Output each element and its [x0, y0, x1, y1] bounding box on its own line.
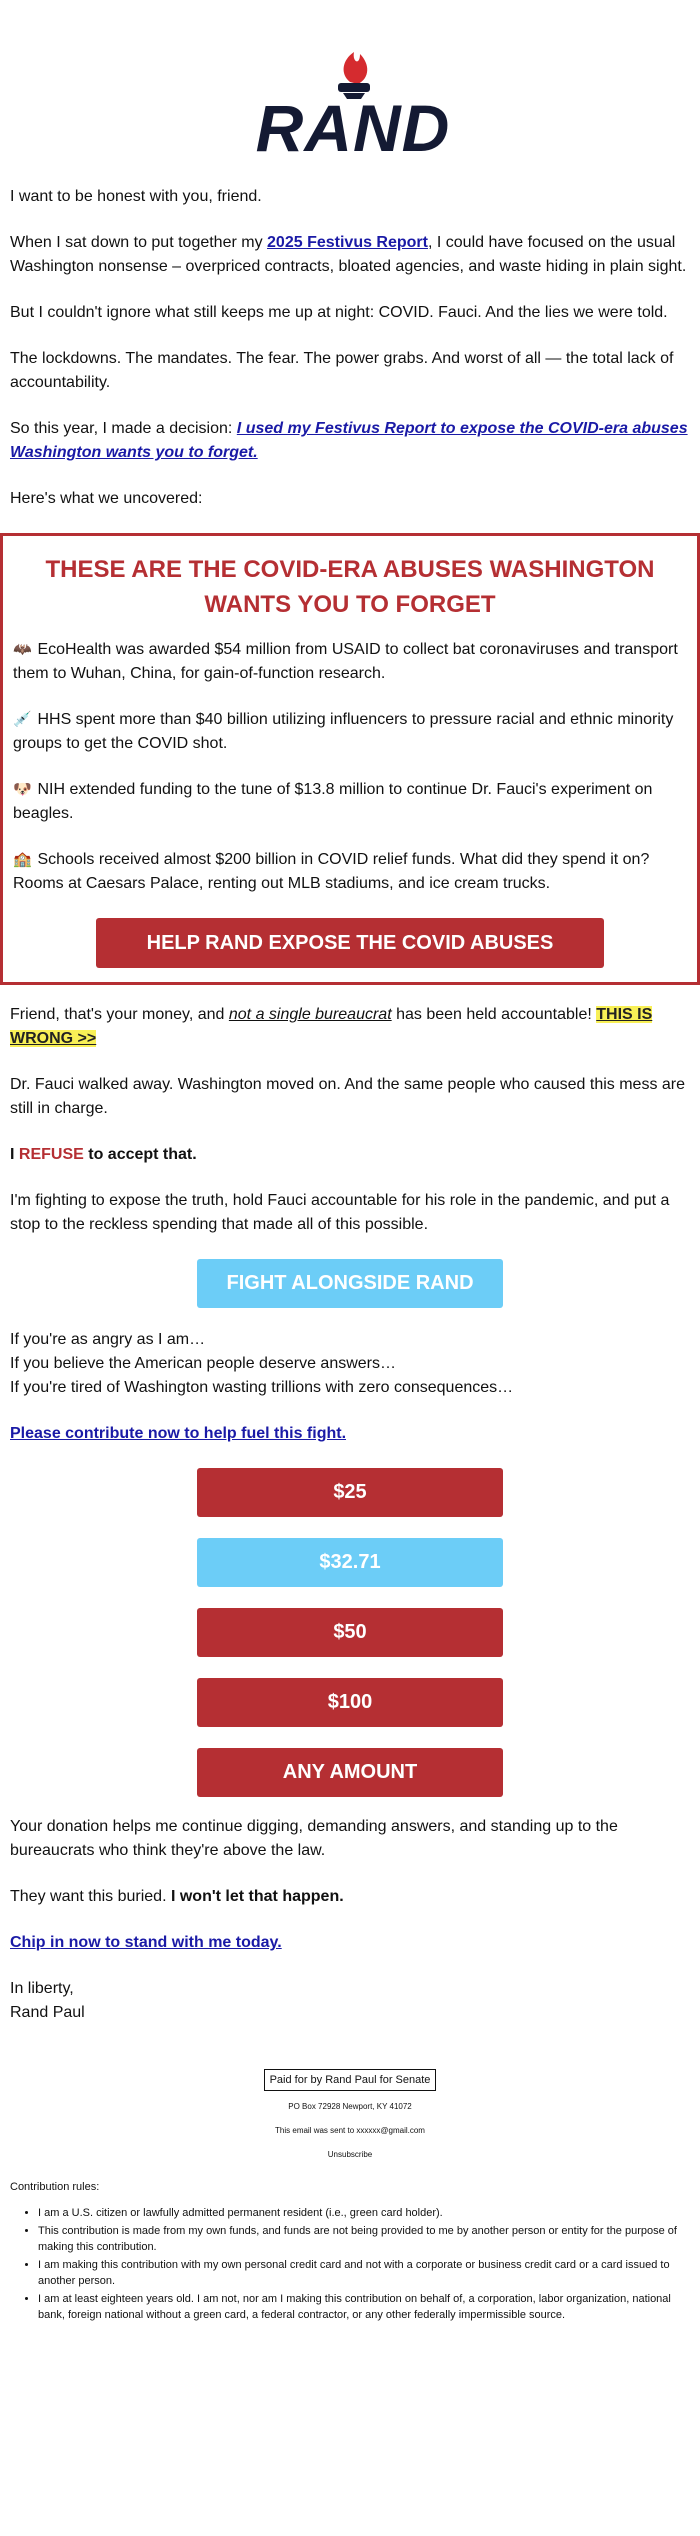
- unsubscribe-link[interactable]: Unsubscribe: [327, 2150, 373, 2159]
- donate-50-button[interactable]: $50: [197, 1608, 503, 1657]
- answers-line: If you believe the American people deserve answers…: [10, 1355, 396, 1372]
- donate-32-71-button[interactable]: $32.71: [197, 1538, 503, 1587]
- intro-lockdowns: The lockdowns. The mandates. The fear. The power grabs. And worst of all — the total lack of accountability.: [10, 350, 674, 391]
- intro-covid: But I couldn't ignore what still keeps me up at night: COVID. Fauci. And the lies we were told.: [10, 304, 668, 321]
- rule-item: • This contribution is made from my own funds, and funds are not being provided to me by another person or entity for the purpose of making this contribution.: [38, 2223, 690, 2255]
- rules-title: Contribution rules:: [10, 2181, 100, 2193]
- donate-100-button[interactable]: $100: [197, 1678, 503, 1727]
- fight-alongside-button[interactable]: FIGHT ALONGSIDE RAND: [197, 1259, 503, 1308]
- donate-25-button[interactable]: $25: [197, 1468, 503, 1517]
- rule-item: • I am a U.S. citizen or lawfully admitted permanent resident (i.e., green card holder).: [38, 2205, 690, 2221]
- rand-logo: [10, 0, 690, 185]
- svg-text:RAND: RAND: [255, 91, 451, 155]
- rule-item: • I am making this contribution with my own personal credit card and not with a corporate or business credit card or a card issued to another person.: [38, 2257, 690, 2289]
- abuse-item: 🏫 Schools received almost $200 billion in COVID relief funds. What did they spend it on? Rooms at Caesars Palace, renting out MLB stadiums, and ice cream trucks.: [13, 848, 687, 896]
- intro-greeting: I want to be honest with you, friend.: [10, 188, 262, 205]
- syringe-icon: 💉: [13, 711, 32, 728]
- intro-festivus: When I sat down to put together my 2025 Festivus Report, I could have focused on the usual Washington nonsense – overpriced contracts, bloated agencies, and waste hiding in plain sight.: [10, 234, 687, 275]
- amount-buttons: [10, 1468, 690, 1797]
- donate-any-amount-button[interactable]: ANY AMOUNT: [197, 1748, 503, 1797]
- contribute-now-link[interactable]: Please contribute now to help fuel this fight.: [10, 1425, 347, 1442]
- abuse-item: 💉 HHS spent more than $40 billion utilizing influencers to pressure racial and ethnic minority groups to get the COVID shot.: [13, 708, 687, 756]
- chip-in-para: [10, 1931, 690, 1955]
- intro-uncovered: Here's what we uncovered:: [10, 490, 203, 507]
- refuse-para: I REFUSE to accept that.: [10, 1146, 197, 1163]
- mailing-address: PO Box 72928 Newport, KY 41072: [288, 2102, 412, 2111]
- school-icon: 🏫: [13, 851, 32, 868]
- sent-to-notice: This email was sent to xxxxxx@gmail.com: [275, 2126, 425, 2135]
- rand-logo-icon: [238, 40, 468, 155]
- buried-para: They want this buried. I won't let that happen.: [10, 1888, 344, 1905]
- paid-for-by: Paid for by Rand Paul for Senate: [264, 2069, 437, 2091]
- abuses-box: [0, 533, 700, 985]
- rule-item: • I am at least eighteen years old. I am not, nor am I making this contribution on behalf of, a corporation, labor organization, national bank, foreign national without a green card, a federal contractor, or any other federally impermissible source.: [38, 2291, 690, 2323]
- signoff: In liberty,: [10, 1980, 74, 1997]
- festivus-report-link[interactable]: 2025 Festivus Report: [267, 234, 428, 251]
- contribution-rules: [10, 2205, 690, 2323]
- abuse-item: 🦇 EcoHealth was awarded $54 million from USAID to collect bat coronaviruses and transport them to Wuhan, China, for gain-of-function research.: [13, 638, 687, 686]
- fighting-para: I'm fighting to expose the truth, hold Fauci accountable for his role in the pandemic, and put a stop to the reckless spending that made all of this possible.: [10, 1192, 670, 1233]
- footer: [10, 2067, 690, 2161]
- fauci-walked-para: Dr. Fauci walked away. Washington moved on. And the same people who caused this mess are still in charge.: [10, 1076, 686, 1117]
- expose-abuses-link[interactable]: I used my Festivus Report to expose the COVID-era abuses Washington wants you to forget.: [10, 420, 688, 461]
- contribute-para: [10, 1422, 690, 1446]
- help-expose-button[interactable]: HELP RAND EXPOSE THE COVID ABUSES: [96, 918, 604, 968]
- intro-decision: So this year, I made a decision: I used my Festivus Report to expose the COVID-era abuses Washington wants you to forget.: [10, 420, 688, 461]
- chip-in-link[interactable]: Chip in now to stand with me today.: [10, 1934, 282, 1951]
- abuse-item: 🐶 NIH extended funding to the tune of $13.8 million to continue Dr. Fauci's experiment on beagles.: [13, 778, 687, 826]
- abuses-title: THESE ARE THE COVID-ERA ABUSES WASHINGTON WANTS YOU TO FORGET: [45, 556, 655, 618]
- donation-helps-para: Your donation helps me continue digging, demanding answers, and standing up to the bureaucrats who think they're above the law.: [10, 1818, 618, 1859]
- this-is-wrong-link[interactable]: THIS IS WRONG >>: [10, 1006, 653, 1047]
- bat-icon: 🦇: [13, 641, 32, 658]
- tired-line: If you're tired of Washington wasting trillions with zero consequences…: [10, 1379, 514, 1396]
- your-money-para: Friend, that's your money, and not a single bureaucrat has been held accountable! THIS IS WRONG >>: [10, 1006, 653, 1047]
- angry-line: If you're as angry as I am…: [10, 1331, 206, 1348]
- signature-name: Rand Paul: [10, 2004, 85, 2021]
- dog-icon: 🐶: [13, 781, 32, 798]
